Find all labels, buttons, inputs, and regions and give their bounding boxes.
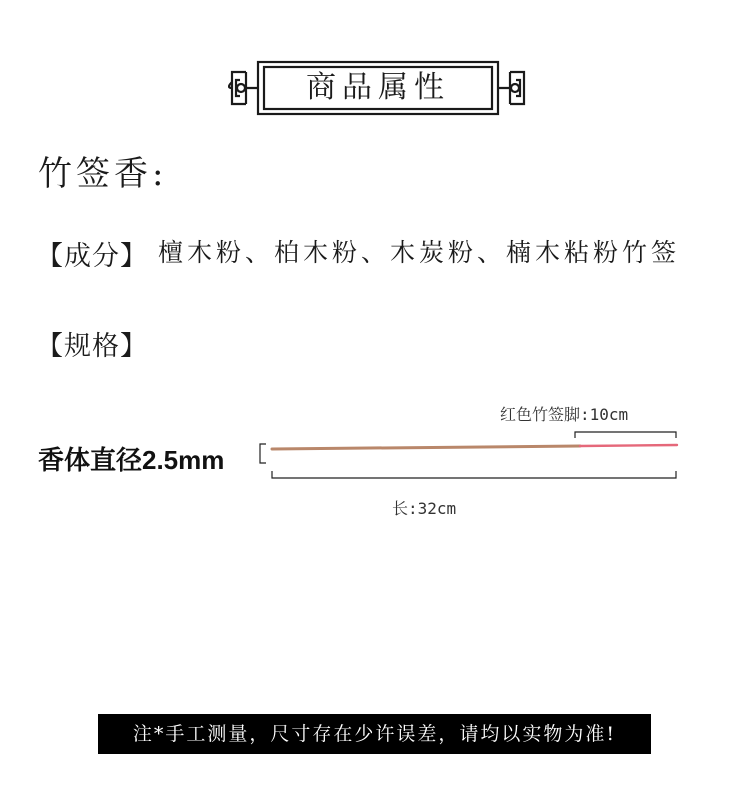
diameter-bracket bbox=[260, 444, 266, 463]
product-title: 竹签香: bbox=[38, 154, 168, 194]
total-length-label: 长:32cm bbox=[392, 499, 457, 518]
diameter-label: 香体直径2.5mm bbox=[38, 445, 225, 475]
section-title: 商品属性 bbox=[306, 70, 450, 105]
bamboo-stick-foot bbox=[580, 445, 677, 446]
foot-length-label: 红色竹签脚:10cm bbox=[500, 405, 629, 424]
incense-stick-body bbox=[272, 446, 580, 449]
measurement-note: 注*手工测量，尺寸存在少许误差，请均以实物为准! bbox=[98, 714, 651, 754]
ingredients-label: 【成分】 bbox=[36, 241, 148, 272]
spec-label: 【规格】 bbox=[36, 331, 148, 362]
foot-dimension-bracket bbox=[575, 432, 676, 438]
length-dimension-bracket bbox=[272, 471, 676, 478]
section-header bbox=[228, 58, 528, 118]
ingredients-value: 檀木粉、柏木粉、木炭粉、楠木粘粉竹签 bbox=[158, 238, 681, 267]
